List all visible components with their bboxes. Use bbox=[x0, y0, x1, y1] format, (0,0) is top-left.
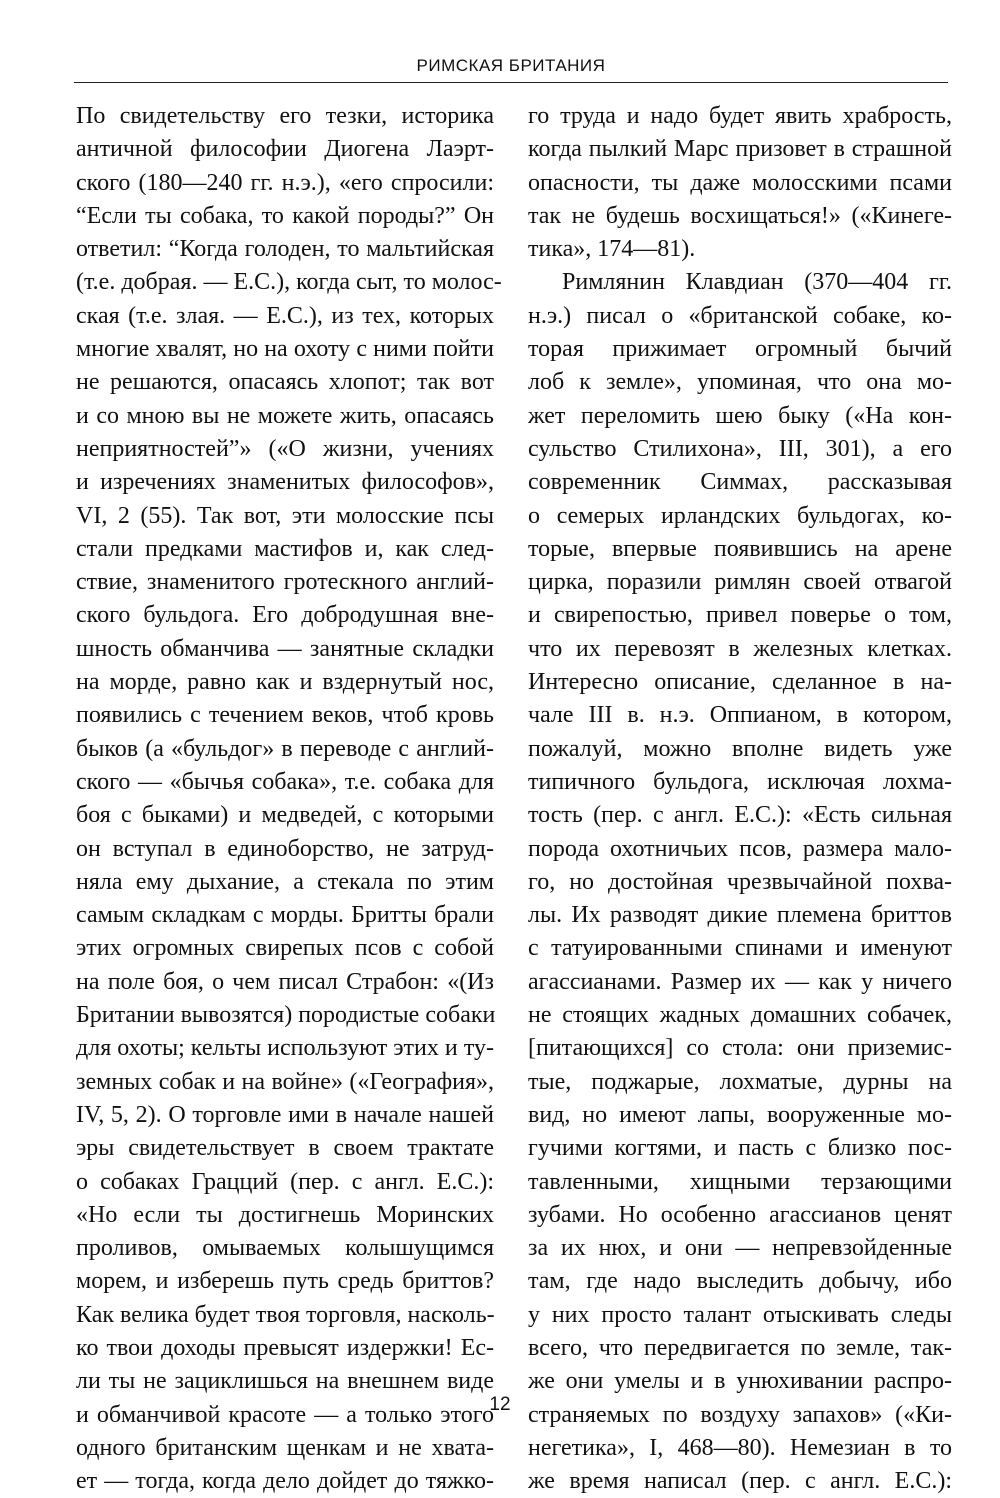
text-line: для охоты; кельты используют этих и ту- bbox=[76, 1035, 494, 1062]
text-line: стали предками мастифов и, как след- bbox=[76, 535, 494, 562]
text-line: ли ты не зациклишься на внешнем виде bbox=[76, 1368, 494, 1395]
text-line: о семерых ирландских бульдогах, ко- bbox=[528, 502, 952, 529]
text-line: тость (пер. с англ. Е.С.): «Есть сильная bbox=[528, 802, 952, 829]
text-line: не решаются, опасаясь хлопот; так вот bbox=[76, 369, 494, 396]
text-line: появились с течением веков, чтоб кровь bbox=[76, 702, 494, 729]
header-rule bbox=[74, 82, 948, 83]
text-line: [питающихся] со стола: они приземис- bbox=[528, 1035, 952, 1062]
text-line: и со мною вы не можете жить, опасаясь bbox=[76, 402, 494, 429]
text-line: когда пылкий Марс призовет в страшной bbox=[528, 136, 952, 163]
text-line: негетика», I, 468—80). Немезиан в то bbox=[528, 1434, 952, 1461]
text-line: и изречениях знаменитых философов», bbox=[76, 469, 494, 496]
text-line: ет — тогда, когда дело дойдет до тяжко- bbox=[76, 1468, 494, 1495]
text-line: земных собак и на войне» («География», bbox=[76, 1068, 494, 1095]
text-line: тые, поджарые, лохматые, дурны на bbox=[528, 1068, 952, 1095]
text-line: «Но если ты достигнешь Моринских bbox=[76, 1201, 494, 1228]
text-line: сульство Стилихона», III, 301), а его bbox=[528, 435, 952, 462]
text-line: Римлянин Клавдиан (370—404 гг. bbox=[562, 269, 952, 296]
text-line: тика», 174—81). bbox=[528, 236, 696, 263]
text-line: ского бульдога. Его добродушная вне- bbox=[76, 602, 494, 629]
text-line: Как велика будет твоя торговля, насколь- bbox=[76, 1301, 495, 1328]
text-line: же они умелы и в унюхивании распро- bbox=[528, 1368, 952, 1395]
text-line: проливов, омываемых колышущимся bbox=[76, 1235, 494, 1262]
text-line: торые, впервые появившись на арене bbox=[528, 535, 952, 562]
text-line: жет переломить шею быку («На кон- bbox=[528, 402, 952, 429]
text-line: одного британским щенкам и не хвата- bbox=[76, 1434, 494, 1461]
text-line: этих огромных свирепых псов с собой bbox=[76, 935, 494, 962]
text-column-right bbox=[528, 100, 952, 1498]
text-line: и обманчивой красоте — а только этого bbox=[76, 1401, 494, 1428]
text-line: ская (т.е. злая. — Е.С.), из тех, которых bbox=[76, 302, 494, 329]
text-line: морем, и изберешь путь средь бриттов? bbox=[76, 1268, 494, 1295]
text-line: на морде, равно как и вздернутый нос, bbox=[76, 669, 494, 696]
text-line: агассианами. Размер их — как у ничего bbox=[528, 968, 952, 995]
text-line: гучими когтями, и пасть с близко пос- bbox=[528, 1135, 952, 1162]
text-line: зубами. Но особенно агассианов ценят bbox=[528, 1201, 952, 1228]
text-line: самым складкам с морды. Бритты брали bbox=[76, 902, 494, 929]
text-line: ского (180—240 гг. н.э.), «его спросили: bbox=[76, 169, 494, 196]
text-line: быков (а «бульдог» в переводе с англий- bbox=[76, 735, 494, 762]
text-line: чале III в. н.э. Оппианом, в котором, bbox=[528, 702, 952, 729]
text-line: он вступал в единоборство, не затруд- bbox=[76, 835, 494, 862]
text-line: так не будешь восхищаться!» («Кинеге- bbox=[528, 202, 952, 229]
text-line: о собаках Грацций (пер. с англ. Е.С.): bbox=[76, 1168, 494, 1195]
text-line: боя с быками) и медведей, с которыми bbox=[76, 802, 494, 829]
text-line: там, где надо выследить добычу, ибо bbox=[528, 1268, 952, 1295]
text-line: “Если ты собака, то какой породы?” Он bbox=[76, 202, 494, 229]
text-line: лоб к земле», упоминая, что она мо- bbox=[528, 369, 952, 396]
text-line: лы. Их разводят дикие племена бриттов bbox=[528, 902, 952, 929]
text-line: опасности, ты даже молосскими псами bbox=[528, 169, 952, 196]
text-line: няла ему дыхание, а стекала по этим bbox=[76, 868, 494, 895]
text-line: ко твои доходы превысят издержки! Ес- bbox=[76, 1334, 494, 1361]
text-line: го труда и надо будет явить храбрость, bbox=[528, 103, 952, 129]
text-line: всего, что передвигается по земле, так- bbox=[528, 1334, 952, 1361]
text-line: у них просто талант отыскивать следы bbox=[528, 1301, 952, 1328]
text-line: ского — «бычья собака», т.е. собака для bbox=[76, 768, 494, 795]
text-line: цирка, поразили римлян своей отвагой bbox=[528, 569, 952, 596]
text-line: Британии вывозятся) породистые собаки bbox=[76, 1002, 496, 1029]
text-line: же время написал (пер. с англ. Е.С.): bbox=[528, 1468, 952, 1495]
running-head-title: РИМСКАЯ БРИТАНИЯ bbox=[416, 56, 606, 75]
text-line: торая прижимает огромный бычий bbox=[528, 336, 952, 363]
text-line: что их перевозят в железных клетках. bbox=[528, 635, 952, 662]
text-line: тавленными, хищными терзающими bbox=[528, 1168, 952, 1195]
text-line: шность обманчива — занятные складки bbox=[76, 635, 494, 662]
text-line: По свидетельству его тезки, историка bbox=[76, 103, 494, 129]
text-line: за их нюх, и они — непревзойденные bbox=[528, 1235, 952, 1262]
text-line: ответил: “Когда голоден, то мальтийская bbox=[76, 236, 494, 263]
text-line: ствие, знаменитого гротескного англий- bbox=[76, 569, 494, 596]
text-line: IV, 5, 2). О торговле ими в начале нашей bbox=[76, 1101, 494, 1128]
text-line: типичного бульдога, исключая лохма- bbox=[528, 768, 952, 795]
text-line: го, но достойная чрезвычайной похва- bbox=[528, 868, 952, 895]
text-line: (т.е. добрая. — Е.С.), когда сыт, то молос- bbox=[76, 269, 502, 296]
text-line: страняемых по воздуху запахов» («Ки- bbox=[528, 1401, 952, 1428]
text-line: Интересно описание, сделанное в на- bbox=[528, 669, 952, 696]
text-line: VI, 2 (55). Так вот, эти молосские псы bbox=[76, 502, 494, 529]
page-number: 12 bbox=[489, 1394, 511, 1415]
text-line: на поле боя, о чем писал Страбон: «(Из bbox=[76, 968, 494, 995]
text-line: пожалуй, можно вполне видеть уже bbox=[528, 735, 952, 762]
text-line: н.э.) писал о «британской собаке, ко- bbox=[528, 302, 952, 329]
text-line: многие хвалят, но на охоту с ними пойти bbox=[76, 336, 494, 363]
text-line: порода охотничьих псов, размера мало- bbox=[528, 835, 952, 862]
text-line: античной философии Диогена Лаэрт- bbox=[76, 136, 494, 163]
text-line: с татуированными спинами и именуют bbox=[528, 935, 952, 962]
text-line: эры свидетельствует в своем трактате bbox=[76, 1135, 494, 1162]
text-line: неприятностей”» («О жизни, учениях bbox=[76, 435, 494, 462]
text-line: не стоящих жадных домашних собачек, bbox=[528, 1002, 952, 1029]
text-line: современник Симмах, рассказывая bbox=[528, 469, 952, 496]
text-line: вид, но имеют лапы, вооруженные мо- bbox=[528, 1101, 952, 1128]
text-line: и свирепостью, привел поверье о том, bbox=[528, 602, 952, 629]
